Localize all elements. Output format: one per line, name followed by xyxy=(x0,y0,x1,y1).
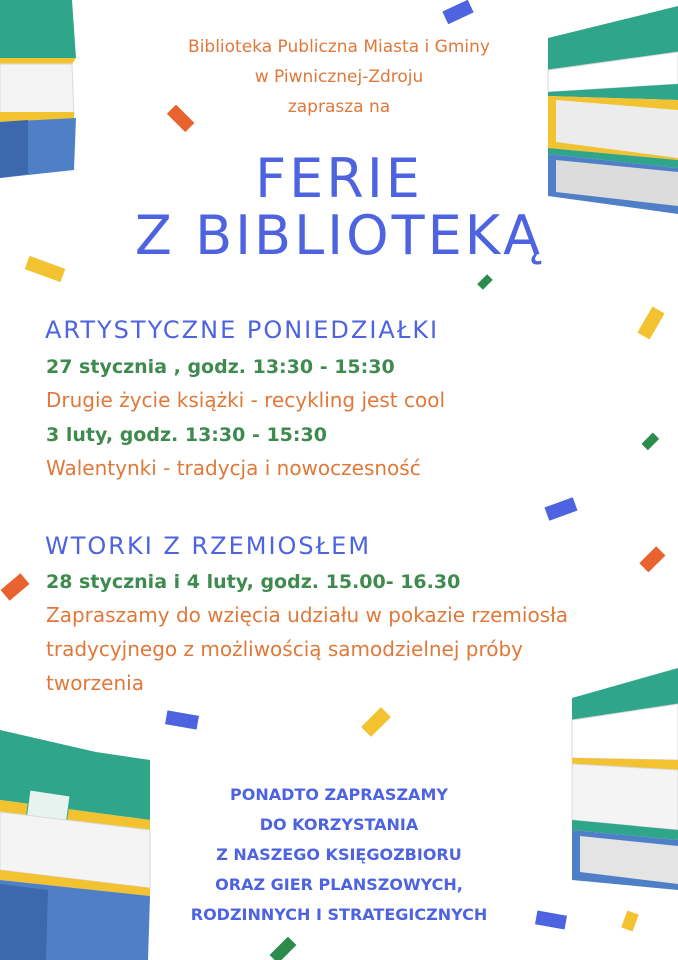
intro-line-invites: zaprasza na xyxy=(287,97,391,117)
event-date-1: 27 stycznia , godz. 13:30 - 15:30 xyxy=(46,356,395,378)
intro-block xyxy=(0,32,678,122)
event-date-2: 3 luty, godz. 13:30 - 15:30 xyxy=(46,424,327,446)
outro-line-5: RODZINNYCH I STRATEGICZNYCH xyxy=(190,905,488,924)
event-desc-3 xyxy=(46,598,646,700)
intro-line-location: w Piwnicznej-Zdroju xyxy=(254,67,424,87)
event-desc-3-line3: tworzenia xyxy=(46,671,144,695)
outro-line-2: DO KORZYSTANIA xyxy=(259,815,419,834)
event-desc-1: Drugie życie książki - recykling jest cool xyxy=(46,388,445,412)
outro-line-1: PONADTO ZAPRASZAMY xyxy=(230,785,448,804)
page-title-line2: Z BIBLIOTEKĄ xyxy=(134,204,544,267)
intro-line-library-name: Biblioteka Publiczna Miasta i Gminy xyxy=(188,37,490,57)
section-heading-artistic-mondays: ARTYSTYCZNE PONIEDZIAŁKI xyxy=(45,316,440,344)
page-title-line1: FERIE xyxy=(255,147,423,210)
outro-line-4: ORAZ GIER PLANSZOWYCH, xyxy=(215,875,463,894)
section-heading-craft-tuesdays: WTORKI Z RZEMIOSŁEM xyxy=(45,532,372,560)
outro-line-3: Z NASZEGO KSIĘGOZBIORU xyxy=(216,845,462,864)
event-desc-3-line2: tradycyjnego z możliwością samodzielnej próby xyxy=(46,637,524,661)
outro-block xyxy=(0,780,678,930)
event-desc-2: Walentynki - tradycja i nowoczesność xyxy=(46,456,421,480)
event-date-3: 28 stycznia i 4 luty, godz. 15.00- 16.30 xyxy=(46,571,461,593)
event-desc-3-line1: Zapraszamy do wzięcia udziału w pokazie rzemiosła xyxy=(46,603,569,627)
